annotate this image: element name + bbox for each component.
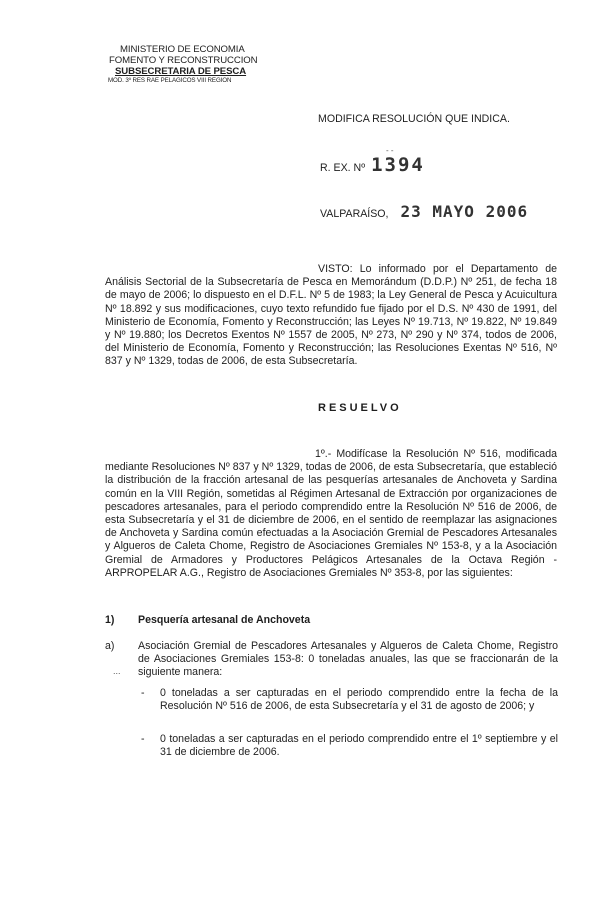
document-subject: MODIFICA RESOLUCIÓN QUE INDICA. bbox=[318, 113, 510, 125]
place-date-line bbox=[320, 202, 529, 221]
ministry-name: MINISTERIO DE ECONOMIA bbox=[120, 44, 245, 55]
rex-label: R. EX. Nº bbox=[320, 162, 366, 174]
section-1-title: Pesquería artesanal de Anchoveta bbox=[138, 614, 311, 626]
subsecretaria-name: SUBSECRETARIA DE PESCA bbox=[115, 66, 247, 77]
item-a-label: a) bbox=[105, 640, 115, 652]
bullet-item-1: 0 toneladas a ser capturadas en el periodo comprendido entre la fecha de la Resolución Nº 516 de 2006, de esta Subsecretaría y el 31 de agosto de 2006; y bbox=[160, 687, 558, 713]
margin-mark: ... bbox=[113, 666, 121, 676]
item-a-text: Asociación Gremial de Pescadores Artesanales y Algueros de Caleta Chome, Registro de Asociaciones Gremiales 153-8: 0 toneladas anuales, las que se fraccionarán de la siguiente manera: bbox=[138, 640, 558, 679]
resolution-number-line bbox=[320, 154, 425, 176]
ministry-header bbox=[106, 44, 286, 85]
rex-number-stamp: 1394 bbox=[371, 154, 425, 176]
section-1-number: 1) bbox=[105, 614, 115, 626]
section-1-heading bbox=[105, 614, 310, 627]
place-label: VALPARAÍSO, bbox=[320, 208, 389, 220]
document-model-code: MOD. 3º RES RAE PELAGICOS VIII REGION bbox=[108, 77, 232, 84]
ministry-subname: FOMENTO Y RECONSTRUCCION bbox=[109, 55, 258, 66]
bullet-marker-1: - bbox=[141, 687, 145, 699]
stamp-mark: - - bbox=[386, 146, 394, 155]
visto-paragraph: VISTO: Lo informado por el Departamento de Análisis Sectorial de la Subsecretaría de Pesca en Memorándum (D.D.P.) Nº 251, de fecha 18 de mayo de 2006; lo dispuesto en el D.F.L. Nº 5 de 1983; la Ley General de Pesca y Acuicultura Nº 18.892 y sus modificaciones, cuyo texto refundido fue fijado por el D.S. Nº 430 de 1991, del Ministerio de Economía, Fomento y Reconstrucción; las Leyes Nº 19.713, Nº 19.822, Nº 19.849 y Nº 19.880; los Decretos Exentos Nº 1557 de 2005, Nº 273, Nº 290 y Nº 374, todos de 2006, del Ministerio de Economía, Fomento y Reconstrucción; las Resoluciones Exentas Nº 516, Nº 837 y Nº 1329, todas de 2006, de esta Subsecretaría. bbox=[105, 263, 557, 368]
article-1-paragraph: 1º.- Modifícase la Resolución Nº 516, modificada mediante Resoluciones Nº 837 y Nº 1329, todas de 2006, de esta Subsecretaría, que estableció la distribución de la fracción artesanal de las pesquerías artesanales de Anchoveta y Sardina común en la VIII Región, sometidas al Régimen Artesanal de Extracción por organizaciones de pescadores artesanales, para el periodo comprendido entre la Resolución Nº 516 de 2006, de esta Subsecretaría y el 31 de diciembre de 2006, en el sentido de reemplazar las asignaciones de Anchoveta y Sardina común efectuadas a la Asociación Gremial de Pescadores Artesanales y Algueros de Caleta Chome, Registro de Asociaciones Gremiales Nº 153-8, y a la Asociación Gremial de Armadores y Productores Pelágicos Artesanales de la Octava Región - ARPROPELAR A.G., Registro de Asociaciones Gremiales Nº 353-8, por las siguientes: bbox=[105, 448, 557, 579]
resuelvo-heading: RESUELVO bbox=[318, 402, 402, 414]
bullet-item-2: 0 toneladas a ser capturadas en el periodo comprendido entre el 1º septiembre y el 31 de diciembre de 2006. bbox=[160, 733, 558, 759]
date-stamp: 23 MAYO 2006 bbox=[400, 202, 529, 221]
bullet-marker-2: - bbox=[141, 733, 145, 745]
